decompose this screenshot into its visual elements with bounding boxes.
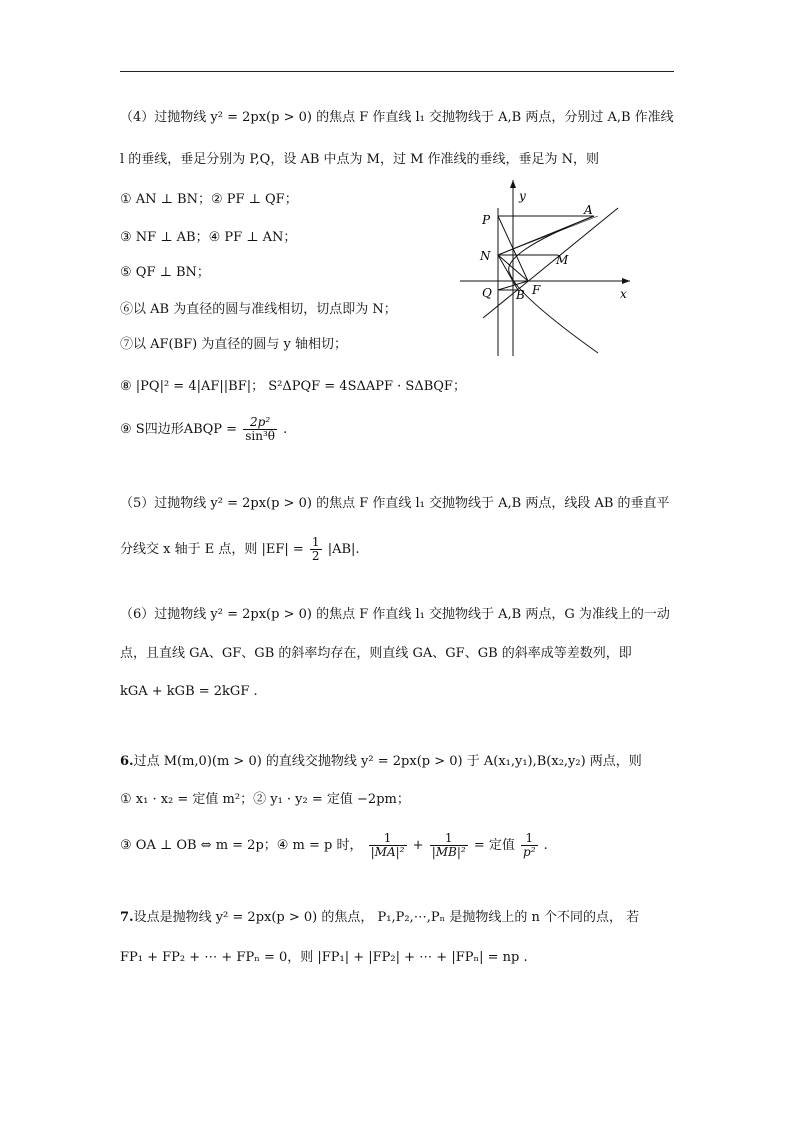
label-A: A	[584, 203, 593, 217]
s4-property-7: ⑦以 AF(BF) 为直径的圆与 y 轴相切；	[120, 337, 347, 352]
s4-property-6: ⑥以 AB 为直径的圆与准线相切，切点即为 N；	[120, 302, 397, 317]
label-P: P	[482, 213, 491, 227]
label-y: y	[519, 189, 526, 203]
label-M: M	[556, 253, 569, 267]
item6-fraction-p: $\frac{1}{\text{p²}}$	[523, 831, 536, 859]
s4-property-1-2: ① AN ⊥ BN；② PF ⊥ QF；	[120, 192, 298, 207]
item6-line1: 6.过点 M(m,0)(m > 0) 的直线交抛物线 y² = 2px(p > 0) 于 A(x₁,y₁),B(x₂,y₂) 两点，则	[120, 754, 642, 769]
label-B: B	[516, 288, 525, 302]
item7-number: 7.	[120, 910, 134, 925]
s5-fraction: $\frac{1}{2}$	[311, 535, 320, 563]
s4-intro-line2: l 的垂线，垂足分别为 P,Q，设 AB 中点为 M，过 M 作准线的垂线，垂足为 N，则	[120, 152, 600, 167]
y-axis-arrow	[510, 180, 516, 188]
parabola-figure	[458, 178, 638, 360]
item6-number: 6.	[120, 754, 134, 769]
item7-line1: 7.设点是抛物线 y² = 2px(p > 0) 的焦点， P₁,P₂,⋯,Pₙ 是抛物线上的 n 个不同的点， 若	[120, 910, 640, 925]
s5-line1: （5）过抛物线 y² = 2px(p > 0) 的焦点 F 作直线 l₁ 交抛物线于 A,B 两点，线段 AB 的垂直平	[120, 496, 670, 511]
s4-property-5: ⑤ QF ⊥ BN；	[120, 265, 210, 280]
item6-fraction-mb: $\frac{1}{\text{|MB|²}}$	[431, 831, 466, 859]
s4-property-8: ⑧ |PQ|² = 4|AF||BF|； S²ΔPQF = 4SΔAPF · SΔBQF；	[120, 379, 466, 394]
label-N: N	[480, 249, 491, 263]
item6-line3: ③ OA ⊥ OB ⇔ m = 2p；④ m = p 时， $\frac{1}{\text{|MA|²}}$ + $\frac{1}{\text{|MB|²}}$ = 定值 $\frac{1}{\text{p²}}$ .	[120, 831, 548, 859]
item7-line2: FP₁ + FP₂ + ⋯ + FPₙ = 0，则 |FP₁| + |FP₂| + ⋯ + |FPₙ| = np .	[120, 950, 528, 965]
s4-property-9: ⑨ S四边形ABQP = $\frac{\text{2p²}}{\text{sin³θ}}$ .	[120, 415, 288, 443]
s6-line3: kGA + kGB = 2kGF .	[120, 684, 258, 699]
item6-line2: ① x₁ · x₂ = 定值 m²；② y₁ · y₂ = 定值 −2pm；	[120, 792, 410, 807]
s6-line1: （6）过抛物线 y² = 2px(p > 0) 的焦点 F 作直线 l₁ 交抛物线于 A,B 两点，G 为准线上的一动	[120, 607, 670, 622]
s4-property-3-4: ③ NF ⊥ AB；④ PF ⊥ AN；	[120, 230, 297, 245]
focal-chord	[483, 208, 618, 318]
label-F: F	[532, 283, 541, 297]
s5-line2: 分线交 x 轴于 E 点，则 |EF| = $\frac{1}{2}$ |AB|.	[120, 535, 360, 563]
label-x: x	[620, 287, 627, 301]
item6-fraction-ma: $\frac{1}{\text{|MA|²}}$	[370, 831, 405, 859]
s4-intro-line1: （4）过抛物线 y² = 2px(p > 0) 的焦点 F 作直线 l₁ 交抛物线于 A,B 两点，分别过 A,B 作准线	[120, 110, 674, 125]
p9-lhs: ⑨ S四边形ABQP =	[120, 422, 238, 437]
label-Q: Q	[482, 286, 492, 300]
header-rule	[120, 71, 674, 72]
x-axis-arrow	[622, 278, 630, 284]
parabola-curve	[509, 216, 598, 353]
s6-line2: 点，且直线 GA、GF、GB 的斜率均存在，则直线 GA、GF、GB 的斜率成等差数列，即	[120, 646, 632, 661]
p9-fraction: $\frac{\text{2p²}}{\text{sin³θ}}$	[245, 415, 275, 443]
